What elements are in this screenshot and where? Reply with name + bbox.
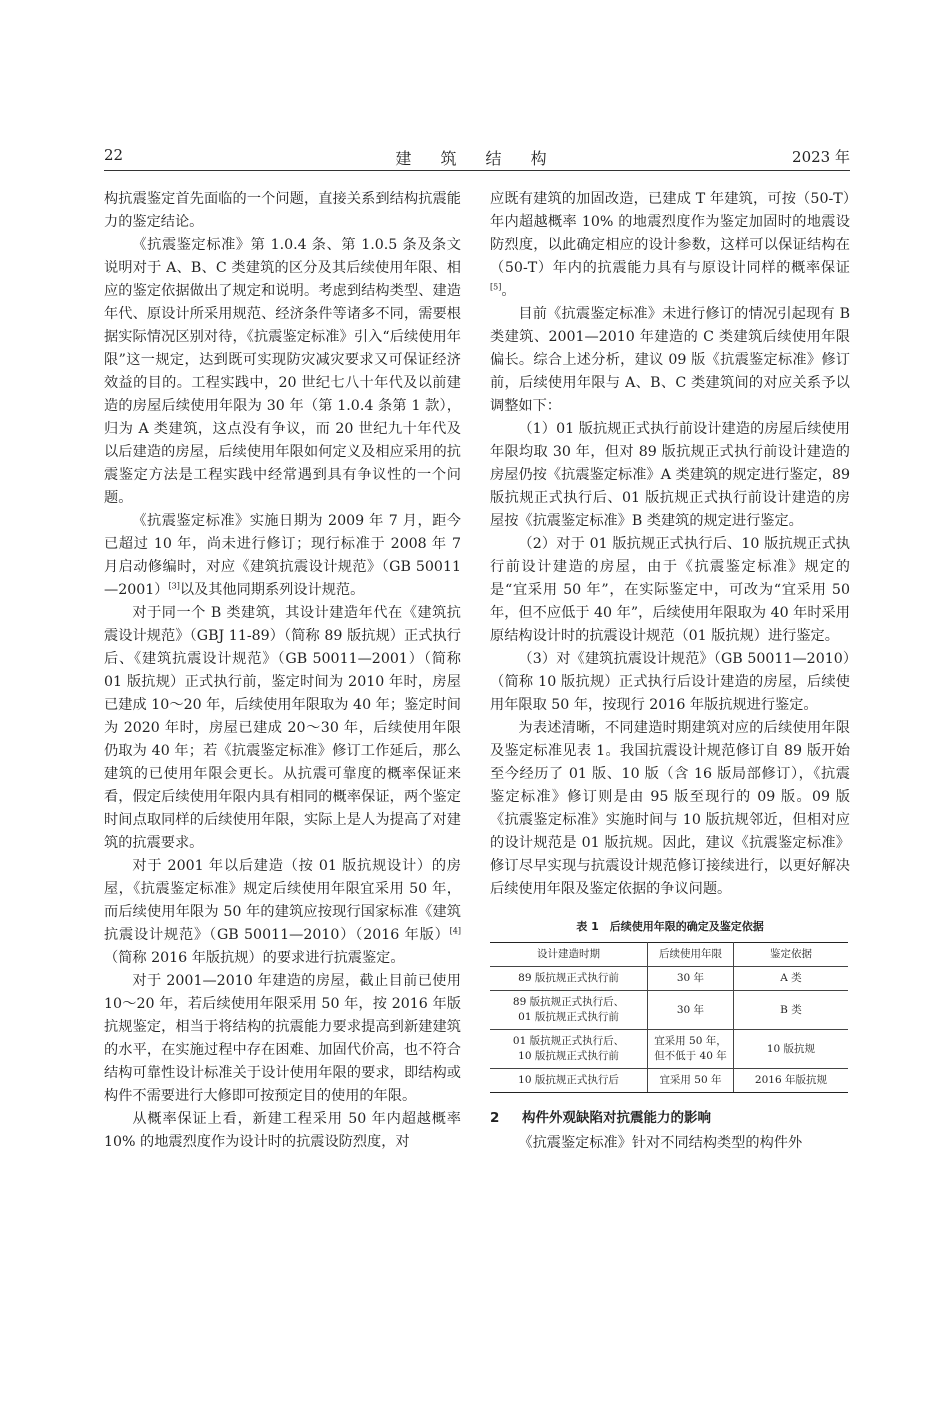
cell-line: 10 版抗规正式执行前 — [518, 1050, 619, 1062]
table-cell — [648, 991, 734, 1030]
table-title: 表 1 后续使用年限的确定及鉴定依据 — [576, 920, 764, 933]
paragraph: 构抗震鉴定首先面临的一个问题，直接关系到结构抗震能力的鉴定结论。 — [104, 191, 461, 230]
paragraph: （2）对于 01 版抗规正式执行后、10 版抗规正式执行前设计建造的房屋，由于《抗震鉴定标准》规定的是“宜采用 50 年”，在实际鉴定中，可改为“宜采用 50 年，但不应低于 40 年”，后续使用年限取为 40 年时采用原结构设计时的抗震设计规范（01 版抗规）进行鉴定。 — [490, 536, 850, 644]
table-cell — [490, 967, 648, 991]
column-header: 鉴定依据 — [733, 943, 848, 967]
journal-title: 建 筑 结 构 — [395, 149, 559, 168]
table-cell — [648, 1030, 734, 1069]
page-number: 22 — [104, 146, 124, 164]
cell-line: 宜采用 50 年 — [659, 1074, 722, 1086]
citation-ref: [4] — [449, 926, 461, 936]
table-cell — [648, 1069, 734, 1093]
cell-line: 10 版抗规正式执行后 — [518, 1074, 619, 1086]
paragraph — [490, 188, 850, 303]
table-cell: B 类 — [733, 991, 848, 1030]
paragraph-text: 。 — [501, 283, 516, 299]
paragraph: 《抗震鉴定标准》第 1.0.4 条、第 1.0.5 条及条文说明对于 A、B、C 类建筑的区分及其后续使用年限、相应的鉴定依据做出了规定和说明。考虑到结构类型、建造年代、原设计所采用规范、经济条件等诸多不同，需要根据实际情况区别对待，《抗震鉴定标准》引入“后续使用年限”这一规定，达到既可实现防灾减灾要求又可保证经济效益的目的。工程实践中，20 世纪七八十年代及以前建造的房屋后续使用年限为 30 年（第 1.0.4 条第 1 款），归为 A 类建筑，这点没有争议，而 20 世纪九十年代及以后建造的房屋，后续使用年限如何定义及相应采用的抗震鉴定方法是工程实践中经常遇到具有争议性的一个问题。 — [104, 237, 461, 506]
cell-line: 宜采用 50 年， — [654, 1035, 727, 1047]
cell-line: 但不低于 40 年 — [654, 1050, 727, 1062]
paragraph: 从概率保证上看，新建工程采用 50 年内超越概率 10% 的地震烈度作为设计时的抗震设防烈度，对 — [104, 1111, 461, 1150]
running-header — [104, 142, 850, 171]
journal-year: 2023 年 — [792, 148, 850, 166]
table-row — [490, 991, 848, 1030]
cell-line: 30 年 — [676, 972, 705, 984]
left-column — [104, 188, 461, 1154]
table-row — [490, 1069, 848, 1093]
paragraph: 《抗震鉴定标准》针对不同结构类型的构件外 — [518, 1135, 803, 1151]
paragraph-text: 以及其他同期系列设计规范。 — [179, 582, 365, 598]
paragraph-text: （简称 2016 年版抗规）的要求进行抗震鉴定。 — [104, 950, 405, 966]
paragraph: （3）对《建筑抗震设计规范》（GB 50011—2010）（简称 10 版抗规）正式执行后设计建造的房屋，后续使用年限取 50 年，按现行 2016 年版抗规进行鉴定。 — [490, 651, 850, 713]
section-number: 2 — [490, 1110, 500, 1126]
paragraph: 目前《抗震鉴定标准》未进行修订的情况引起现有 B 类建筑、2001—2010 年建造的 C 类建筑后续使用年限偏长。综合上述分析，建议 09 版《抗震鉴定标准》修订前，后续使用年限与 A、B、C 类建筑间的对应关系予以调整如下： — [490, 306, 850, 414]
paragraph: （1）01 版抗规正式执行前设计建造的房屋后续使用年限均取 30 年，但对 89 版抗规正式执行前设计建造的房屋仍按《抗震鉴定标准》A 类建筑的规定进行鉴定，89 版抗规正式执行后、01 版抗规正式执行前设计建造的房屋按《抗震鉴定标准》B 类建筑的规定进行鉴定。 — [490, 421, 850, 529]
table-cell — [490, 1069, 648, 1093]
section-heading — [490, 1107, 850, 1130]
right-column — [490, 188, 850, 1155]
table-cell: 2016 年版抗规 — [733, 1069, 848, 1093]
paragraph — [104, 855, 461, 970]
section-title: 构件外观缺陷对抗震能力的影响 — [522, 1110, 711, 1126]
column-header: 设计建造时期 — [490, 943, 648, 967]
lifetime-table — [490, 942, 848, 1093]
cell-line: 01 版抗规正式执行后、 — [512, 1035, 625, 1047]
column-header: 后续使用年限 — [648, 943, 734, 967]
table-cell: 10 版抗规 — [733, 1030, 848, 1069]
paragraph: 为表述清晰，不同建造时期建筑对应的后续使用年限及鉴定标准见表 1。我国抗震设计规范修订自 89 版开始至今经历了 01 版、10 版（含 16 版局部修订），《抗震鉴定标准》修订则是由 95 版至现行的 09 版。09 版《抗震鉴定标准》实施时间与 10 版抗规邻近，但相对应的设计规范是 01 版抗规。因此，建议《抗震鉴定标准》修订尽早实现与抗震设计规范修订接续进行，以更好解决后续使用年限及鉴定依据的争议问题。 — [490, 720, 850, 897]
paragraph-text: 对于 2001 年以后建造（按 01 版抗规设计）的房屋，《抗震鉴定标准》规定后续使用年限宜采用 50 年，而后续使用年限为 50 年的建筑应按现行国家标准《建筑抗震设计规范》（GB 50011—2010）（2016 年版） — [104, 858, 461, 943]
citation-ref: [5] — [490, 282, 502, 292]
cell-line: 89 版抗规正式执行前 — [518, 972, 619, 984]
paragraph-text: 《抗震鉴定标准》实施日期为 2009 年 7 月，距今已超过 10 年，尚未进行修订；现行标准于 2008 年 7 月启动修编时，对应《建筑抗震设计规范》（GB 50011—2001） — [104, 513, 461, 598]
cell-line: 01 版抗规正式执行前 — [518, 1011, 619, 1023]
table-cell: A 类 — [733, 967, 848, 991]
table-cell — [490, 991, 648, 1030]
table-cell — [490, 1030, 648, 1069]
table-cell — [648, 967, 734, 991]
cell-line: 30 年 — [676, 1003, 705, 1016]
table-row — [490, 967, 848, 991]
table-row — [490, 1030, 848, 1069]
cell-line: 89 版抗规正式执行后、 — [512, 996, 625, 1008]
paragraph: 对于 2001—2010 年建造的房屋，截止目前已使用 10～20 年，若后续使用年限采用 50 年，按 2016 年版抗规鉴定，相当于将结构的抗震能力要求提高到新建建筑的水平，在实施过程中存在困难、加固代价高，也不符合结构可靠性设计标准关于设计使用年限的要求，即结构或构件不需要进行大修即可按预定目的使用的年限。 — [104, 973, 461, 1104]
citation-ref: [3] — [168, 581, 180, 591]
paragraph — [104, 510, 461, 602]
table-header-row — [490, 943, 848, 967]
paragraph-text: 应既有建筑的加固改造，已建成 T 年建筑，可按（50-T）年内超越概率 10% 的地震烈度作为鉴定加固时的地震设防烈度，以此确定相应的设计参数，这样可以保证结构在（50-T）年内的抗震能力具有与原设计同样的概率保证 — [490, 191, 850, 276]
paragraph: 对于同一个 B 类建筑，其设计建造年代在《建筑抗震设计规范》（GBJ 11-89）（简称 89 版抗规）正式执行后、《建筑抗震设计规范》（GB 50011—2001）（简称 01 版抗规）正式执行前，鉴定时间为 2010 年时，房屋已建成 10～20 年，后续使用年限取为 40 年；鉴定时间为 2020 年时，房屋已建成 20～30 年，后续使用年限仍取为 40 年；若《抗震鉴定标准》修订工作延后，那么建筑的已使用年限会更长。从抗震可靠度的概率保证来看，假定后续使用年限内具有相同的概率保证，两个鉴定时间点取同样的后续使用年限，实际上是人为提高了对建筑的抗震要求。 — [104, 605, 461, 851]
